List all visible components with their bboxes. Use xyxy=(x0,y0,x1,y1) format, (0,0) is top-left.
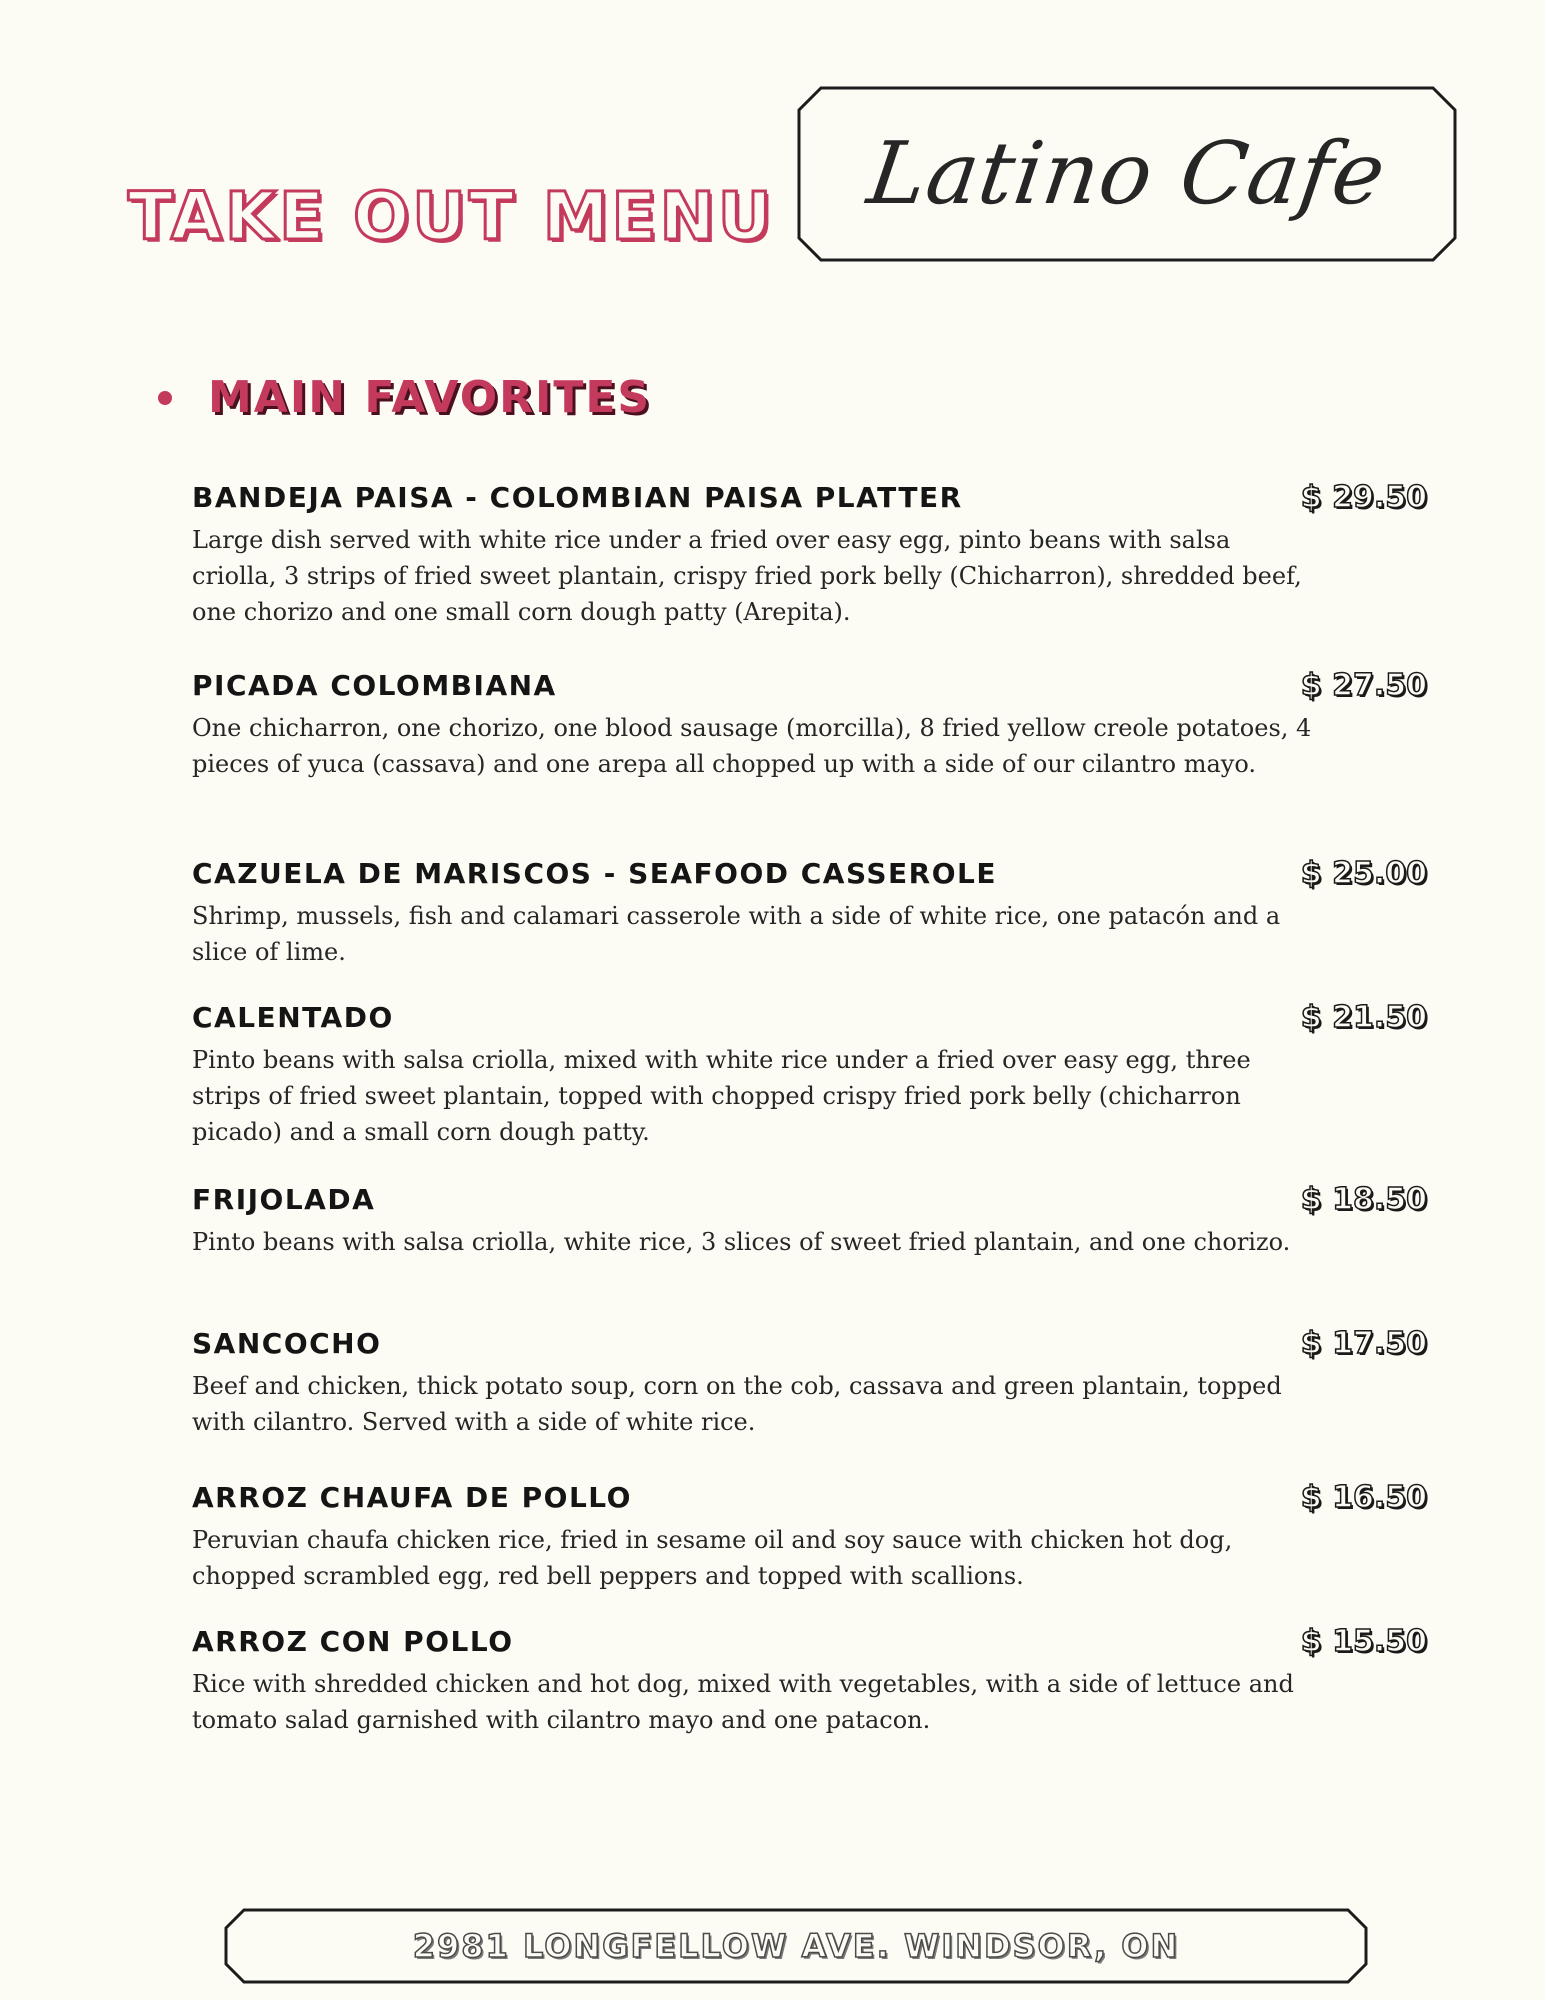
item-description: Peruvian chaufa chicken rice, fried in sesame oil and soy sauce with chicken hot dog, chopped scrambled egg, red bell peppers and topped with scallions. xyxy=(192,1526,1233,1590)
menu-item xyxy=(192,1180,1427,1260)
item-price: $ 29.50 xyxy=(1300,480,1427,515)
item-name: ARROZ CON POLLO xyxy=(192,1625,514,1658)
item-description: Rice with shredded chicken and hot dog, mixed with vegetables, with a side of lettuce and tomato salad garnished with cilantro mayo and one patacon. xyxy=(192,1670,1294,1734)
item-description: Pinto beans with salsa criolla, mixed with white rice under a fried over easy egg, three strips of fried sweet plantain, topped with chopped crispy fried pork belly (chicharron picado) and a small corn dough patty. xyxy=(192,1046,1251,1146)
menu-item xyxy=(192,1622,1427,1738)
section-header xyxy=(158,372,651,423)
item-name: CAZUELA DE MARISCOS - SEAFOOD CASSEROLE xyxy=(192,857,998,890)
item-name: SANCOCHO xyxy=(192,1327,382,1360)
menu-item xyxy=(192,854,1427,970)
item-name: CALENTADO xyxy=(192,1001,394,1034)
menu-item xyxy=(192,998,1427,1150)
item-price: $ 25.00 xyxy=(1300,856,1427,891)
bullet-icon xyxy=(158,391,172,405)
item-description: Shrimp, mussels, fish and calamari casserole with a side of white rice, one patacón and a slice of lime. xyxy=(192,902,1281,966)
logo-badge xyxy=(797,86,1457,262)
item-description: Beef and chicken, thick potato soup, corn on the cob, cassava and green plantain, topped with cilantro. Served with a side of white rice. xyxy=(192,1372,1282,1436)
item-name: PICADA COLOMBIANA xyxy=(192,669,557,702)
address-footer xyxy=(224,1908,1368,1984)
item-price: $ 21.50 xyxy=(1300,1000,1427,1035)
item-description: One chicharron, one chorizo, one blood sausage (morcilla), 8 fried yellow creole potatoes, 4 pieces of yuca (cassava) and one arepa all chopped up with a side of our cilantro mayo. xyxy=(192,714,1312,778)
item-description: Pinto beans with salsa criolla, white rice, 3 slices of sweet fried plantain, and one chorizo. xyxy=(192,1228,1291,1256)
item-name: ARROZ CHAUFA DE POLLO xyxy=(192,1481,632,1514)
address-text: 2981 LONGFELLOW AVE. WINDSOR, ON xyxy=(412,1927,1180,1965)
menu-item xyxy=(192,1324,1427,1440)
menu-item xyxy=(192,1478,1427,1594)
logo-text: Latino Cafe xyxy=(862,124,1392,224)
item-price: $ 27.50 xyxy=(1300,668,1427,703)
item-price: $ 17.50 xyxy=(1300,1326,1427,1361)
item-name: BANDEJA PAISA - COLOMBIAN PAISA PLATTER xyxy=(192,481,963,514)
item-price: $ 16.50 xyxy=(1300,1480,1427,1515)
item-name: FRIJOLADA xyxy=(192,1183,376,1216)
item-description: Large dish served with white rice under a fried over easy egg, pinto beans with salsa criolla, 3 strips of fried sweet plantain, crispy fried pork belly (Chicharron), shredded beef, one chorizo and one small corn dough patty (Arepita). xyxy=(192,526,1302,626)
section-title: MAIN FAVORITES xyxy=(208,372,652,423)
menu-item xyxy=(192,478,1427,630)
item-price: $ 18.50 xyxy=(1300,1182,1427,1217)
menu-title: TAKE OUT MENU xyxy=(128,178,775,255)
item-price: $ 15.50 xyxy=(1300,1624,1427,1659)
menu-item xyxy=(192,666,1427,782)
